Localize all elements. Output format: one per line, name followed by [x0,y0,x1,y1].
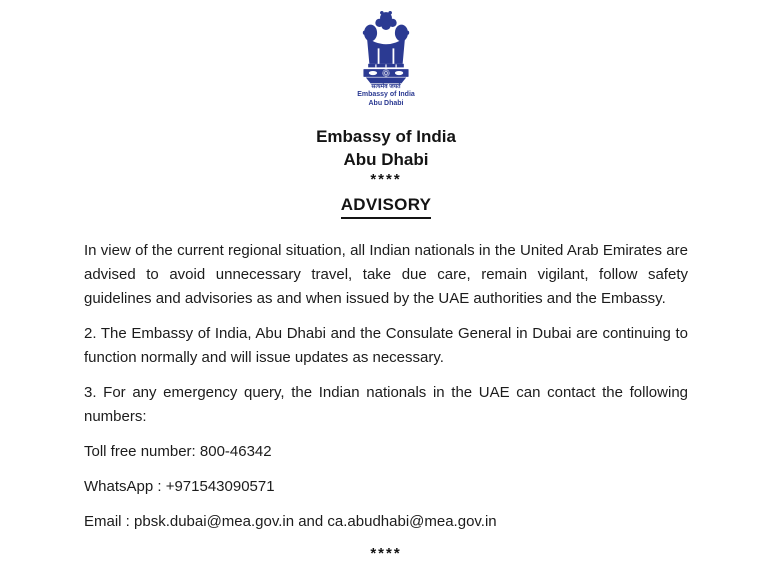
document-header [0,125,772,219]
embassy-letterhead-emblem [0,0,772,108]
emblem-city-text: Abu Dhabi [368,99,404,107]
contact-whatsapp: WhatsApp : +971543090571 [84,478,275,495]
advisory-body [84,239,688,562]
header-subtitle: Abu Dhabi [343,150,429,169]
advisory-heading: ADVISORY [341,194,432,219]
contact-toll-free: Toll free number: 800-46342 [84,443,272,460]
advisory-heading-row [0,194,772,219]
emblem-motto-text: सत्यमेव जयते [371,84,401,90]
paragraph-situation: In view of the current regional situation, all Indian nationals in the United Arab Emirates are advised to avoid unnecessary travel, take due care, remain vigilant, follow safety guidelines and advisories as and when issued by the UAE authorities and the Embassy. [84,242,688,307]
paragraph-emergency-contact-intro: 3. For any emergency query, the Indian nationals in the UAE can contact the following numbers: [84,384,688,425]
paragraph-embassy-functioning: 2. The Embassy of India, Abu Dhabi and the Consulate General in Dubai are continuing to function normally and will issue updates as necessary. [84,325,688,366]
contact-email: Email : pbsk.dubai@mea.gov.in and ca.abudhabi@mea.gov.in [84,513,497,530]
header-title: Embassy of India [316,127,456,146]
header-separator-stars: **** [370,171,402,188]
footer-separator-stars: **** [370,545,402,562]
emblem-org-text: Embassy of India [357,91,415,98]
national-emblem-of-india-icon [356,8,416,84]
